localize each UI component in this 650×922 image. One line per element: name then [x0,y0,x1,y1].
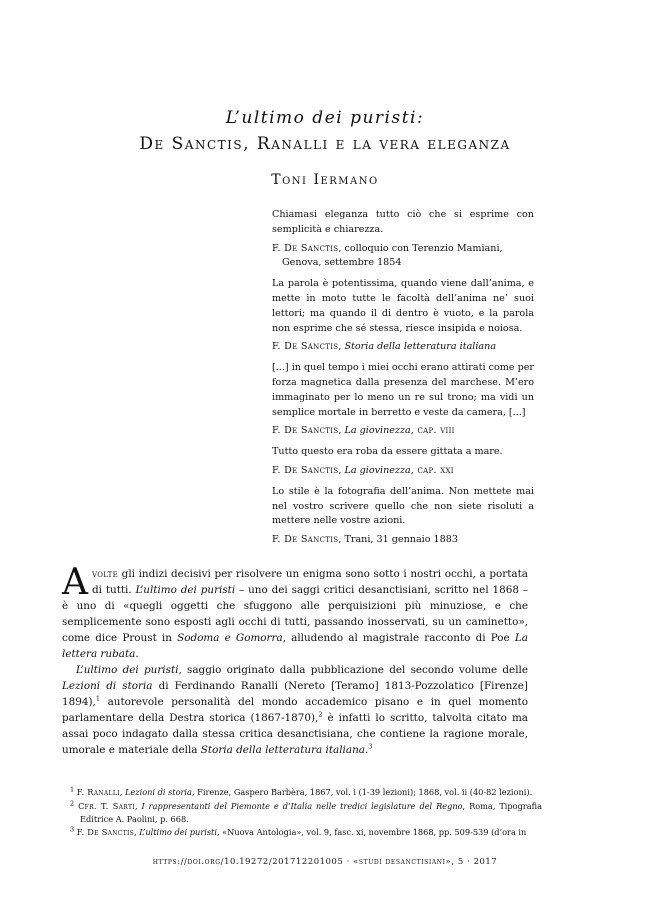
epigraph-source [272,533,534,548]
epigraph-source [272,242,534,272]
footnote [62,786,542,799]
footnote-author: F. De Sanctis [76,827,135,838]
body-text-run: gli indizi decisivi per risolvere un enigma sono sotto i nostri occhi, a portata di tutti. [92,568,528,596]
epigraph-work: La giovinezza [344,425,411,437]
work-title: L’ultimo dei puristi [76,664,179,676]
footnote-text: , Roma, Tipografia Editrice A. Paolini, p. 668. [80,800,542,824]
footnote [62,800,542,826]
footnote-text: , [119,787,125,797]
epigraph-source-text: , [338,425,345,437]
epigraph-work: Storia della letteratura italiana [344,341,497,353]
epigraph [272,361,534,439]
footnote-author: F. Ranalli [76,787,120,797]
footnote-number: 1 [70,785,75,794]
footnotes [62,786,542,840]
epigraph-author: F. De Sanctis [272,341,339,353]
epigraph-author: F. De Sanctis [272,242,339,254]
lead-word: volte [92,568,119,580]
epigraph [272,277,534,355]
epigraph-text: Tutto questo era roba da essere gittata a mare. [272,446,503,458]
epigraph-source-text: , [338,341,345,353]
work-title: Storia della letteratura italiana [200,744,365,756]
epigraph [272,445,534,479]
epigraph-author: F. De Sanctis [272,425,339,437]
epigraph-source [272,464,534,479]
footnote-work: I rappresentanti del Piemonte e d’Italia nelle tredici legislature del Regno [141,800,463,811]
footnote-work: L’ultimo dei puristi [139,827,217,838]
epigraph-source [272,340,534,355]
body-text-run: autorevole personalità del mondo accademico pisano e in quel momento parlamentare della Destra storica (1867-1870), [62,696,528,724]
epigraph [272,485,534,548]
article-title-line1: L’ultimo dei puristi: [225,108,425,128]
epigraph-chapter: , cap. viii [410,425,455,437]
footnote-number: 2 [70,799,75,808]
body-text-run: è infatti lo scritto, talvolta citato ma assai poco indagato dalla stessa critica desanctisiana, che contiene la ragione morale, umorale e materiale della [62,712,528,756]
body-paragraph-2 [62,662,528,758]
work-title: Lezioni di storia [62,680,153,692]
footnote-text: , «Nuova Antologia», vol. 9, fasc. xi, novembre 1868, pp. 509-539 (d’ora in [216,827,527,838]
epigraph-source-text: , [338,464,345,476]
epigraph-source-text: , colloquio con Terenzio Mamiani, Genova, settembre 1854 [282,242,503,269]
epigraph-author: F. De Sanctis [272,534,339,546]
epigraph-chapter: , cap. xxi [410,464,454,476]
work-title: L’ultimo dei puristi [135,584,236,596]
work-title: La lettera rubata [62,632,528,660]
drop-cap: A [62,562,88,603]
footnote-work: Lezioni di storia [125,787,192,797]
footnote-ref[interactable]: 3 [368,742,373,751]
epigraph-source-text: , Trani, 31 gennaio 1883 [338,534,458,546]
footnote-text: , [134,827,140,838]
footnote-number: 3 [70,825,75,834]
epigraph-author: F. De Sanctis [272,464,339,476]
epigraph-work: La giovinezza [344,464,411,476]
epigraph-text: Chiamasi eleganza tutto ciò che si esprime con semplicità e chiarezza. [272,209,534,235]
footnote [62,826,542,839]
body-text-run: , alludendo al magistrale racconto di Poe [282,632,515,644]
footnote-author: Cfr. T. Sarti [78,800,135,811]
epigraph-text: Lo stile è la fotografia dell’anima. Non mettete mai nel vostro scrivere quello che non siete risoluti a mettere nelle vostre azioni. [272,485,534,527]
epigraph-text: [...] in quel tempo i miei occhi erano attirati come per forza magnetica dalla presenza del marchese. M’ero immaginato per lo meno un re sul trono; ma vidi un semplice mortale in berretto e veste da camera, [...] [272,362,534,418]
body-text-run: . [364,744,369,756]
body-text-run: – uno dei saggi critici desanctisiani, scritto nel 1868 – è uno di «quegli oggetti che sfuggono alle perquisizioni più minuziose, e che semplicemente sono esposti agli occhi di tutti, passando inosservati, su un caminetto», come dice Proust in [62,584,528,644]
epigraph [272,208,534,271]
article-author: Toni Iermano [271,172,379,188]
footnote-ref[interactable]: 2 [318,710,323,719]
article-title-line2: De Sanctis, Ranalli e la vera eleganza [139,134,511,154]
epigraph-source [272,424,534,439]
footnote-text: , [134,800,142,811]
body-paragraph-1 [62,562,528,662]
epigraph-text: La parola è potentissima, quando viene dall’anima, e mette in moto tutte le facoltà dell’anima ne’ suoi lettori; ma quando il di dentro è vuoto, e la parola non esprime che sé stessa, riesce insipida e noiosa. [272,278,534,334]
article-body [62,562,528,758]
work-title: Sodoma e Gomorra [177,632,283,644]
footnote-ref[interactable]: 1 [95,694,100,703]
body-text-run: . [135,648,139,660]
epigraphs [272,208,534,554]
body-text-run: , saggio originato dalla pubblicazione del secondo volume delle [178,664,528,676]
body-text-run: di Ferdinando Ranalli (Nereto [Teramo] 1813-Pozzolatico [Firenze] 1894), [62,680,528,708]
footnote-text: , Firenze, Gaspero Barbèra, 1867, vol. i (1-39 lezioni); 1868, vol. ii (40-82 lezioni). [191,787,533,797]
page-footer: https://doi.org/10.19272/201712201005 · «studi desanctisiani», 5 · 2017 [152,856,498,866]
